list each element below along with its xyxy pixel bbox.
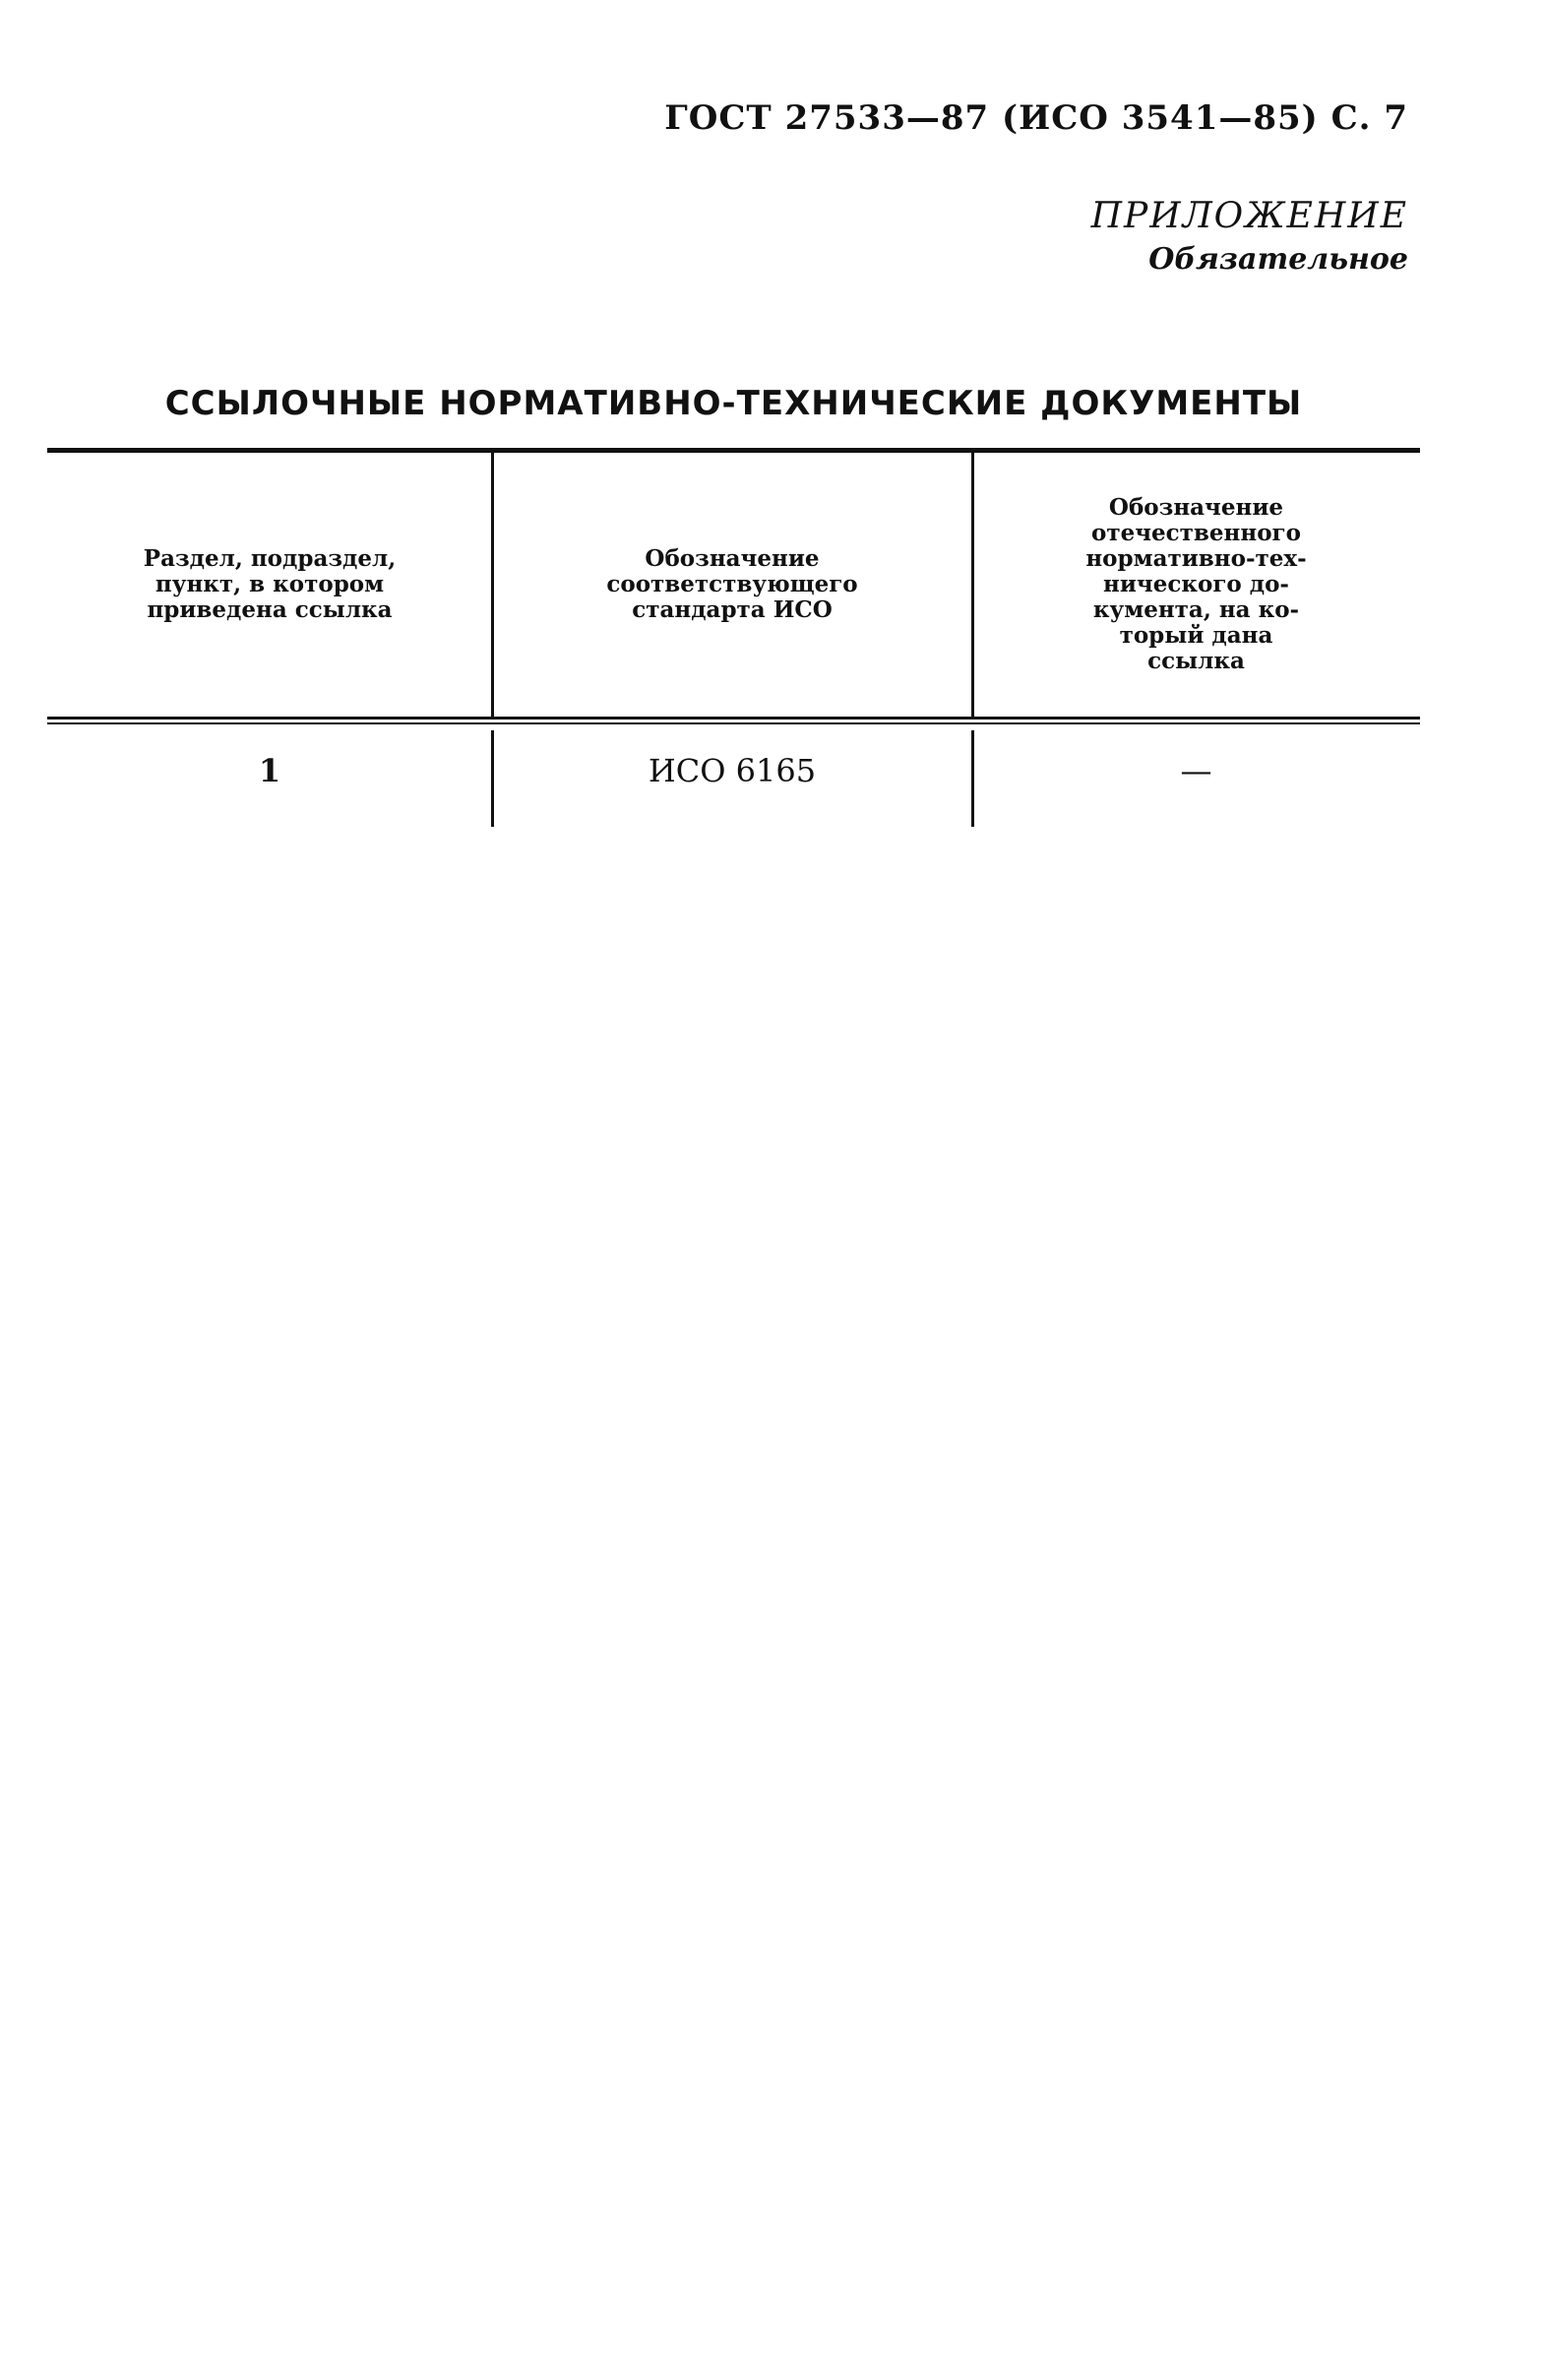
table-header-row: [47, 453, 1420, 717]
appendix-status: Обязательное: [1148, 242, 1408, 277]
reference-table: [47, 448, 1420, 827]
appendix-block: [1091, 193, 1408, 280]
appendix-title: ПРИЛОЖЕНИЕ: [1090, 196, 1408, 236]
header-cell-iso-standard: [492, 453, 972, 717]
column-divider: [491, 453, 494, 717]
page-header: ГОСТ 27533—87 (ИСО 3541—85) С. 7: [664, 98, 1408, 138]
header-text-iso-standard: Обозначение соответствующего стандарта ИСО: [606, 545, 858, 623]
column-divider: [491, 730, 494, 827]
cell-section: [47, 730, 492, 827]
cell-text-national-document: —: [1180, 752, 1212, 789]
cell-text-iso-standard: ИСО 6165: [648, 752, 817, 789]
document-title: ССЫЛОЧНЫЕ НОРМАТИВНО-ТЕХНИЧЕСКИЕ ДОКУМЕНТЫ: [164, 384, 1303, 423]
cell-national-document: [972, 730, 1420, 827]
header-cell-section: [47, 453, 492, 717]
header-text-section: Раздел, подраздел, пункт, в котором приведена ссылка: [143, 545, 397, 623]
column-divider: [971, 730, 974, 827]
header-cell-national-document: [972, 453, 1420, 717]
cell-iso-standard: [492, 730, 972, 827]
column-divider: [971, 453, 974, 717]
table-row: [47, 730, 1420, 827]
cell-text-section: 1: [258, 752, 281, 789]
header-text-national-document: Обозначение отечественного нормативно-тех- нического до- кумента, на ко- торый дана ссылка: [1085, 494, 1307, 674]
header-double-rule: [47, 717, 1420, 724]
